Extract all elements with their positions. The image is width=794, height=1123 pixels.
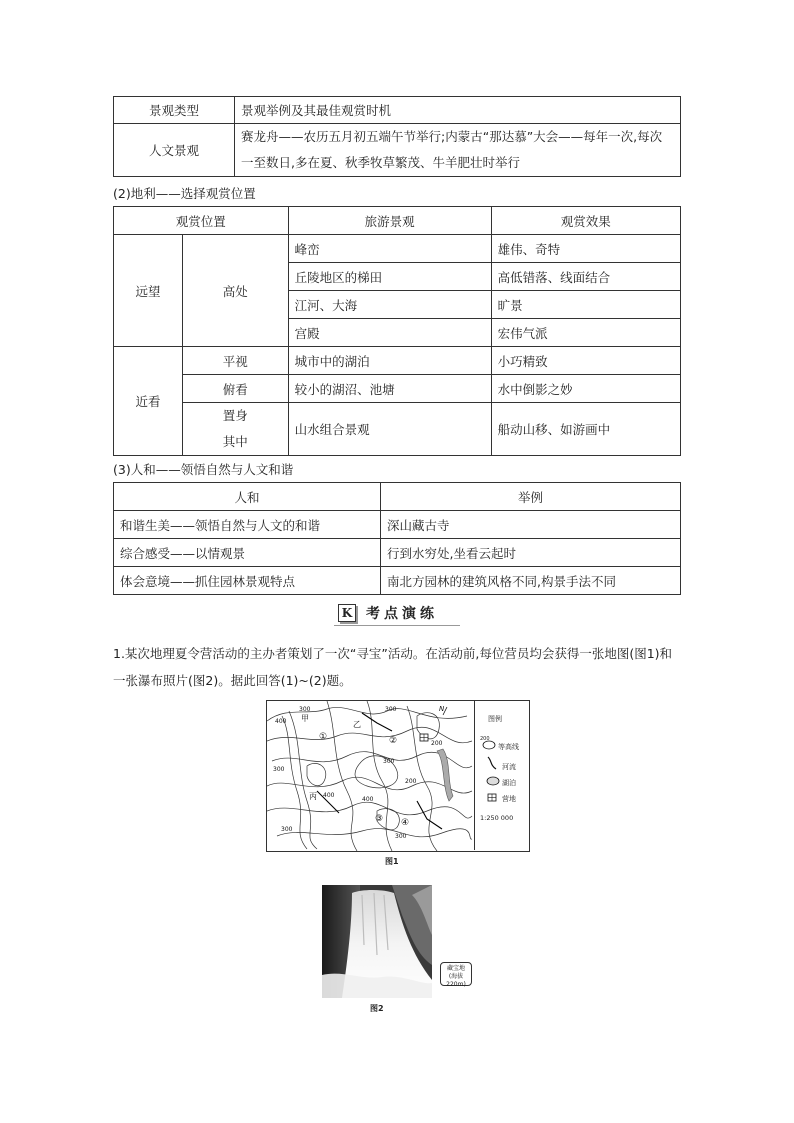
table1-type-cell: 人文景观 [114, 124, 235, 177]
map-label: 300 [299, 706, 311, 713]
table-cell: 和谐生美——领悟自然与人文的和谐 [114, 511, 381, 539]
table3-header-example: 举例 [381, 483, 681, 511]
map-label-circle1: ① [319, 732, 328, 742]
near-label: 近看 [114, 347, 183, 456]
table-cell: 南北方园林的建筑风格不同,构景手法不同 [381, 567, 681, 595]
near-sub-label: 平视 [183, 347, 289, 375]
table2-header-effect: 观赏效果 [491, 207, 680, 235]
map-legend [474, 700, 528, 850]
waterfall-photo [322, 885, 432, 998]
harmony-table [113, 482, 681, 595]
table-cell: 较小的湖沼、池塘 [288, 375, 491, 403]
table-cell: 江河、大海 [288, 291, 491, 319]
river-icon [486, 756, 498, 770]
banner-title: 考点演练 [366, 606, 438, 622]
section2-heading: (2)地利——选择观赏位置 [113, 186, 256, 201]
near-sub-label: 俯看 [183, 375, 289, 403]
map-label: 200 [405, 778, 417, 785]
map-label: 400 [323, 792, 335, 799]
map-label: 400 [362, 796, 374, 803]
table-cell: 深山藏古寺 [381, 511, 681, 539]
banner-underline [334, 625, 460, 626]
map-label-north: N [439, 705, 445, 713]
practice-banner [338, 603, 438, 623]
question-line1: 1.某次地理夏令营活动的主办者策划了一次“寻宝”活动。在活动前,每位营员均会获得一张地图(图1)和 [113, 646, 673, 661]
map-label-jia: 甲 [301, 714, 309, 723]
waterfall-image [322, 885, 432, 998]
table-cell: 宫殿 [288, 319, 491, 347]
question-text [113, 640, 681, 694]
legend-camp-label: 营地 [502, 795, 516, 803]
figure2-caption: 图2 [370, 1004, 384, 1013]
table1-example-line1: 赛龙舟——农历五月初五端午节举行;内蒙古“那达慕”大会——每年一次,每次 [241, 129, 663, 144]
camp-icon [420, 734, 428, 741]
table-cell: 行到水穷处,坐看云起时 [381, 539, 681, 567]
table-cell: 高低错落、线面结合 [491, 263, 680, 291]
table-cell: 雄伟、奇特 [491, 235, 680, 263]
table1-header-type: 景观类型 [114, 97, 235, 124]
near-sub-line2: 其中 [222, 434, 248, 449]
question-line2: 一张瀑布照片(图2)。据此回答(1)~(2)题。 [113, 673, 352, 688]
table1-header-example: 景观举例及其最佳观赏时机 [235, 97, 681, 124]
k-badge-icon: K [338, 604, 356, 622]
figure1-caption: 图1 [385, 857, 399, 866]
table1-example-line2: 一至数日,多在夏、秋季牧草繁茂、牛羊肥壮时举行 [241, 155, 520, 170]
legend-contour-label: 等高线 [498, 743, 519, 751]
table-cell: 船动山移、如游画中 [491, 403, 680, 456]
table-cell: 水中倒影之妙 [491, 375, 680, 403]
map-label: 300 [281, 826, 293, 833]
tag-line2: (海拔220m) [446, 973, 466, 988]
map-label-circle4: ④ [401, 818, 410, 828]
map-label: 200 [431, 740, 443, 747]
treasure-location-tag [440, 962, 472, 986]
table-cell: 宏伟气派 [491, 319, 680, 347]
map-label-circle3: ③ [375, 814, 384, 824]
legend-title: 图例 [488, 715, 502, 723]
table-cell: 峰峦 [288, 235, 491, 263]
legend-scale: 1:250 000 [480, 814, 514, 822]
legend-divider [474, 700, 475, 850]
table2-header-scene: 旅游景观 [288, 207, 491, 235]
near-sub-line1: 置身 [222, 408, 248, 423]
table-cell: 丘陵地区的梯田 [288, 263, 491, 291]
table-cell: 山水组合景观 [288, 403, 491, 456]
table3-header-harmony: 人和 [114, 483, 381, 511]
near-sub-label [183, 403, 289, 456]
table2-header-position: 观赏位置 [114, 207, 289, 235]
map-label-circle2: ② [389, 736, 398, 746]
far-label: 远望 [114, 235, 183, 347]
table-cell: 体会意境——抓住园林景观特点 [114, 567, 381, 595]
camp-legend-icon [487, 793, 497, 802]
landscape-type-table [113, 96, 681, 177]
table1-example-cell [235, 124, 681, 177]
map-label: 300 [273, 766, 285, 773]
table-cell: 小巧精致 [491, 347, 680, 375]
map-label: 300 [385, 706, 397, 713]
viewing-position-table [113, 206, 681, 456]
tag-line1: 藏宝地 [446, 965, 465, 972]
map-label: 300 [383, 758, 395, 765]
map-label: 400 [275, 718, 287, 725]
legend-river-label: 河流 [502, 763, 516, 771]
table-cell: 旷景 [491, 291, 680, 319]
legend-contour-value: 200 [480, 736, 490, 742]
table-cell: 综合感受——以情观景 [114, 539, 381, 567]
map-label-yi: 乙 [353, 720, 361, 729]
map-drawing [267, 701, 475, 851]
far-sub-label: 高处 [183, 235, 289, 347]
table-cell: 城市中的湖泊 [288, 347, 491, 375]
map-label-bing: 丙 [309, 792, 317, 801]
contour-icon [482, 740, 496, 750]
lake-icon [486, 776, 500, 786]
legend-lake-label: 湖泊 [502, 779, 516, 787]
section3-heading: (3)人和——领悟自然与人文和谐 [113, 462, 294, 477]
map-label: 300 [395, 833, 407, 840]
